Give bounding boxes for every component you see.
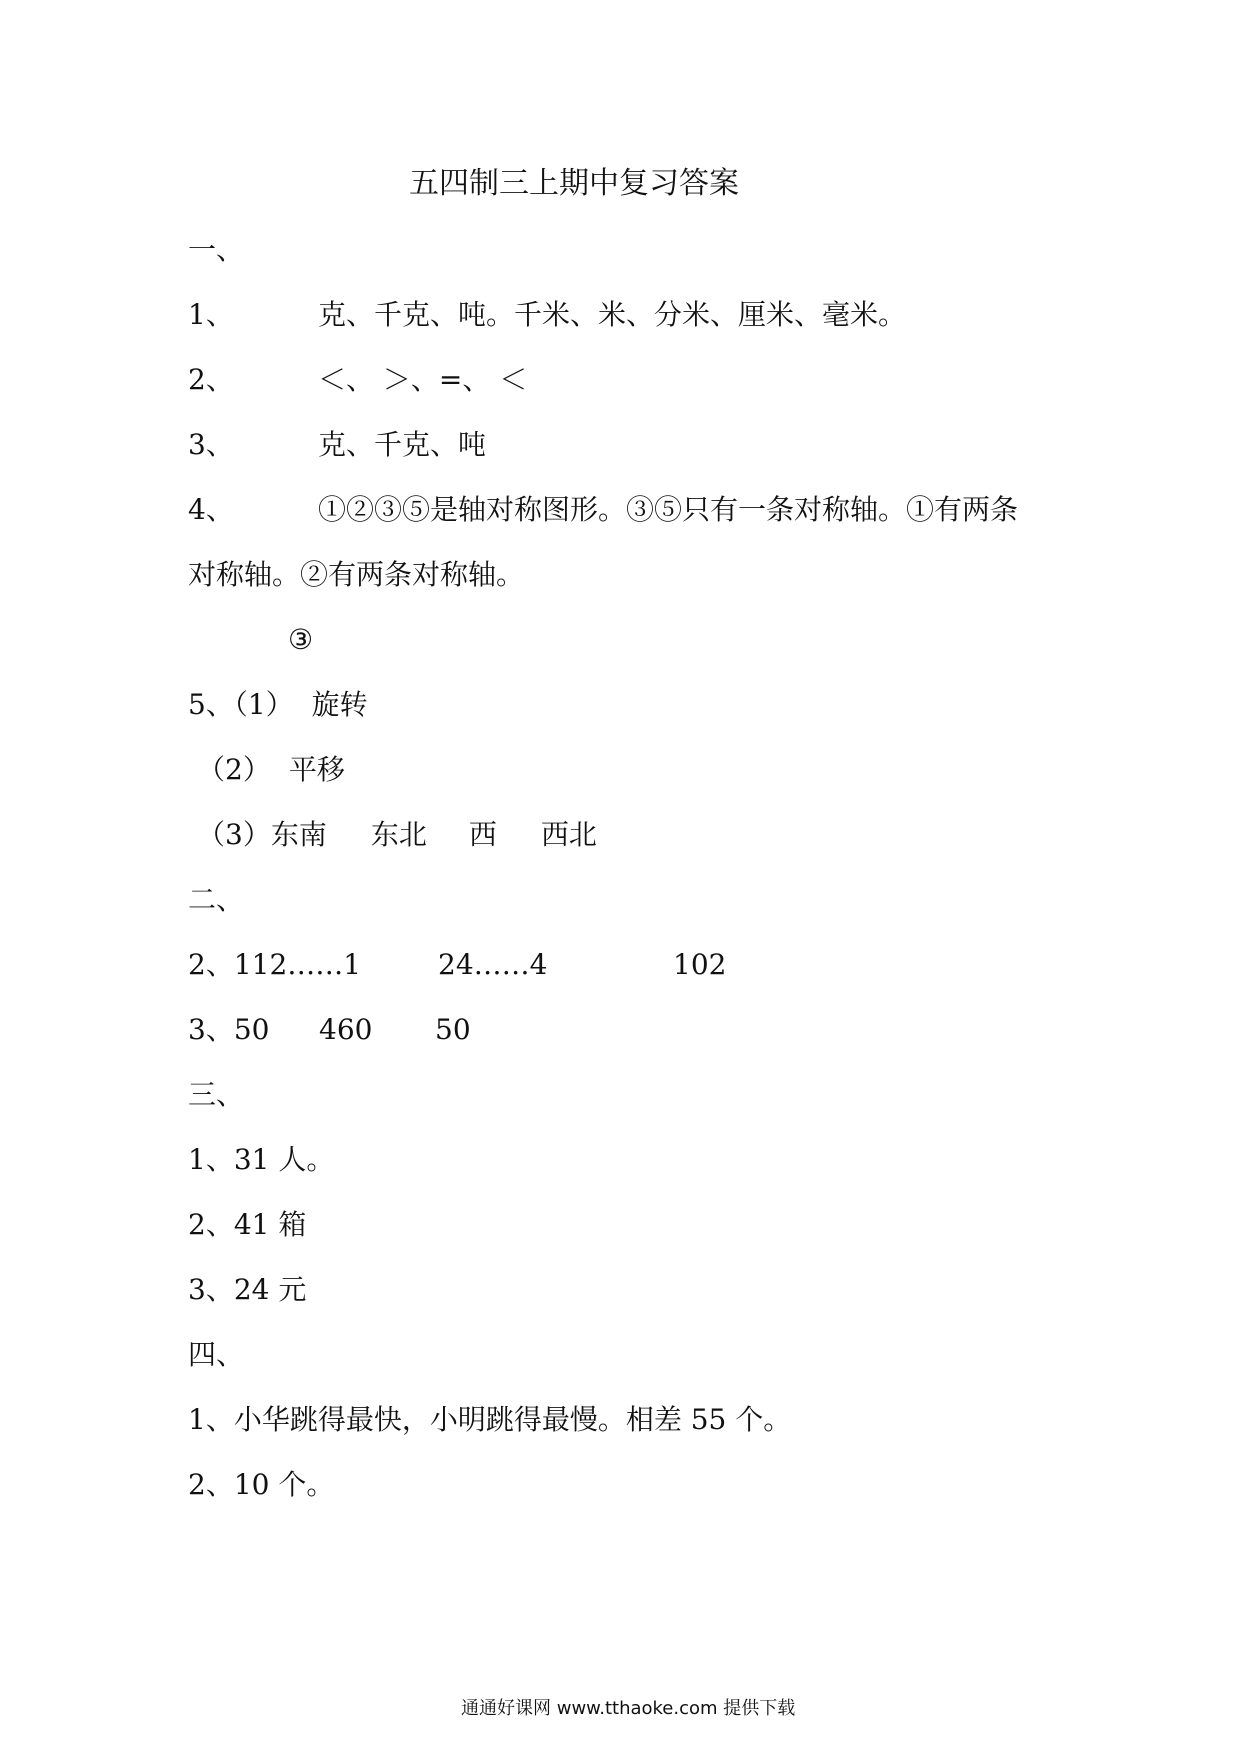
answer-1-5-part-3 bbox=[197, 818, 597, 852]
answer-direction: 东北 bbox=[370, 818, 427, 851]
answer-text: ＜、 ＞、=、 ＜ bbox=[318, 363, 528, 396]
answer-text: 平移 bbox=[288, 753, 345, 786]
answer-value: 3、50 bbox=[188, 1013, 270, 1046]
answer-4-1: 1、小华跳得最快，小明跳得最慢。相差 55 个。 bbox=[188, 1403, 792, 1436]
answer-2-2 bbox=[188, 948, 726, 982]
answer-label: （3）东南 bbox=[197, 818, 327, 851]
answer-text: ①②③⑤是轴对称图形。③⑤只有一条对称轴。①有两条 bbox=[318, 493, 1019, 526]
section-two-heading: 二、 bbox=[188, 883, 245, 916]
page-title: 五四制三上期中复习答案 bbox=[409, 166, 739, 201]
answer-value: 460 bbox=[319, 1013, 373, 1046]
section-three-heading: 三、 bbox=[188, 1078, 245, 1111]
answer-1-4-continued: 对称轴。②有两条对称轴。 bbox=[188, 558, 525, 591]
section-one-heading: 一、 bbox=[188, 233, 245, 266]
answer-4-2: 2、10 个。 bbox=[188, 1468, 335, 1501]
answer-number: 2、 bbox=[188, 363, 234, 396]
footer-source-note: 通通好课网 www.tthaoke.com 提供下载 bbox=[461, 1698, 796, 1719]
answer-label: 5、（1） bbox=[188, 688, 294, 721]
answer-3-2: 2、41 箱 bbox=[188, 1208, 307, 1241]
answer-2-3 bbox=[188, 1013, 471, 1047]
answer-1-5-part-2 bbox=[197, 753, 345, 787]
answer-number: 3、 bbox=[188, 428, 234, 461]
answer-label: （2） bbox=[197, 753, 271, 786]
answer-direction: 西 bbox=[468, 818, 497, 851]
answer-1-1 bbox=[188, 298, 906, 332]
answer-3-3: 3、24 元 bbox=[188, 1273, 307, 1306]
answer-1-2 bbox=[188, 363, 527, 397]
answer-1-4 bbox=[188, 493, 1018, 527]
answer-text: 旋转 bbox=[311, 688, 368, 721]
answer-value: 24……4 bbox=[438, 948, 548, 981]
answer-value: 2、112……1 bbox=[188, 948, 362, 981]
answer-value: 50 bbox=[435, 1013, 471, 1046]
answer-1-5-part-1 bbox=[188, 688, 368, 722]
answer-3-1: 1、31 人。 bbox=[188, 1143, 335, 1176]
answer-1-4-extra: ③ bbox=[288, 623, 314, 656]
section-four-heading: 四、 bbox=[188, 1338, 245, 1371]
answer-1-3 bbox=[188, 428, 486, 462]
answer-number: 4、 bbox=[188, 493, 234, 526]
answer-text: 克、千克、吨。千米、米、分米、厘米、毫米。 bbox=[318, 298, 907, 331]
answer-text: 克、千克、吨 bbox=[318, 428, 487, 461]
answer-number: 1、 bbox=[188, 298, 234, 331]
answer-value: 102 bbox=[673, 948, 727, 981]
answer-direction: 西北 bbox=[540, 818, 597, 851]
